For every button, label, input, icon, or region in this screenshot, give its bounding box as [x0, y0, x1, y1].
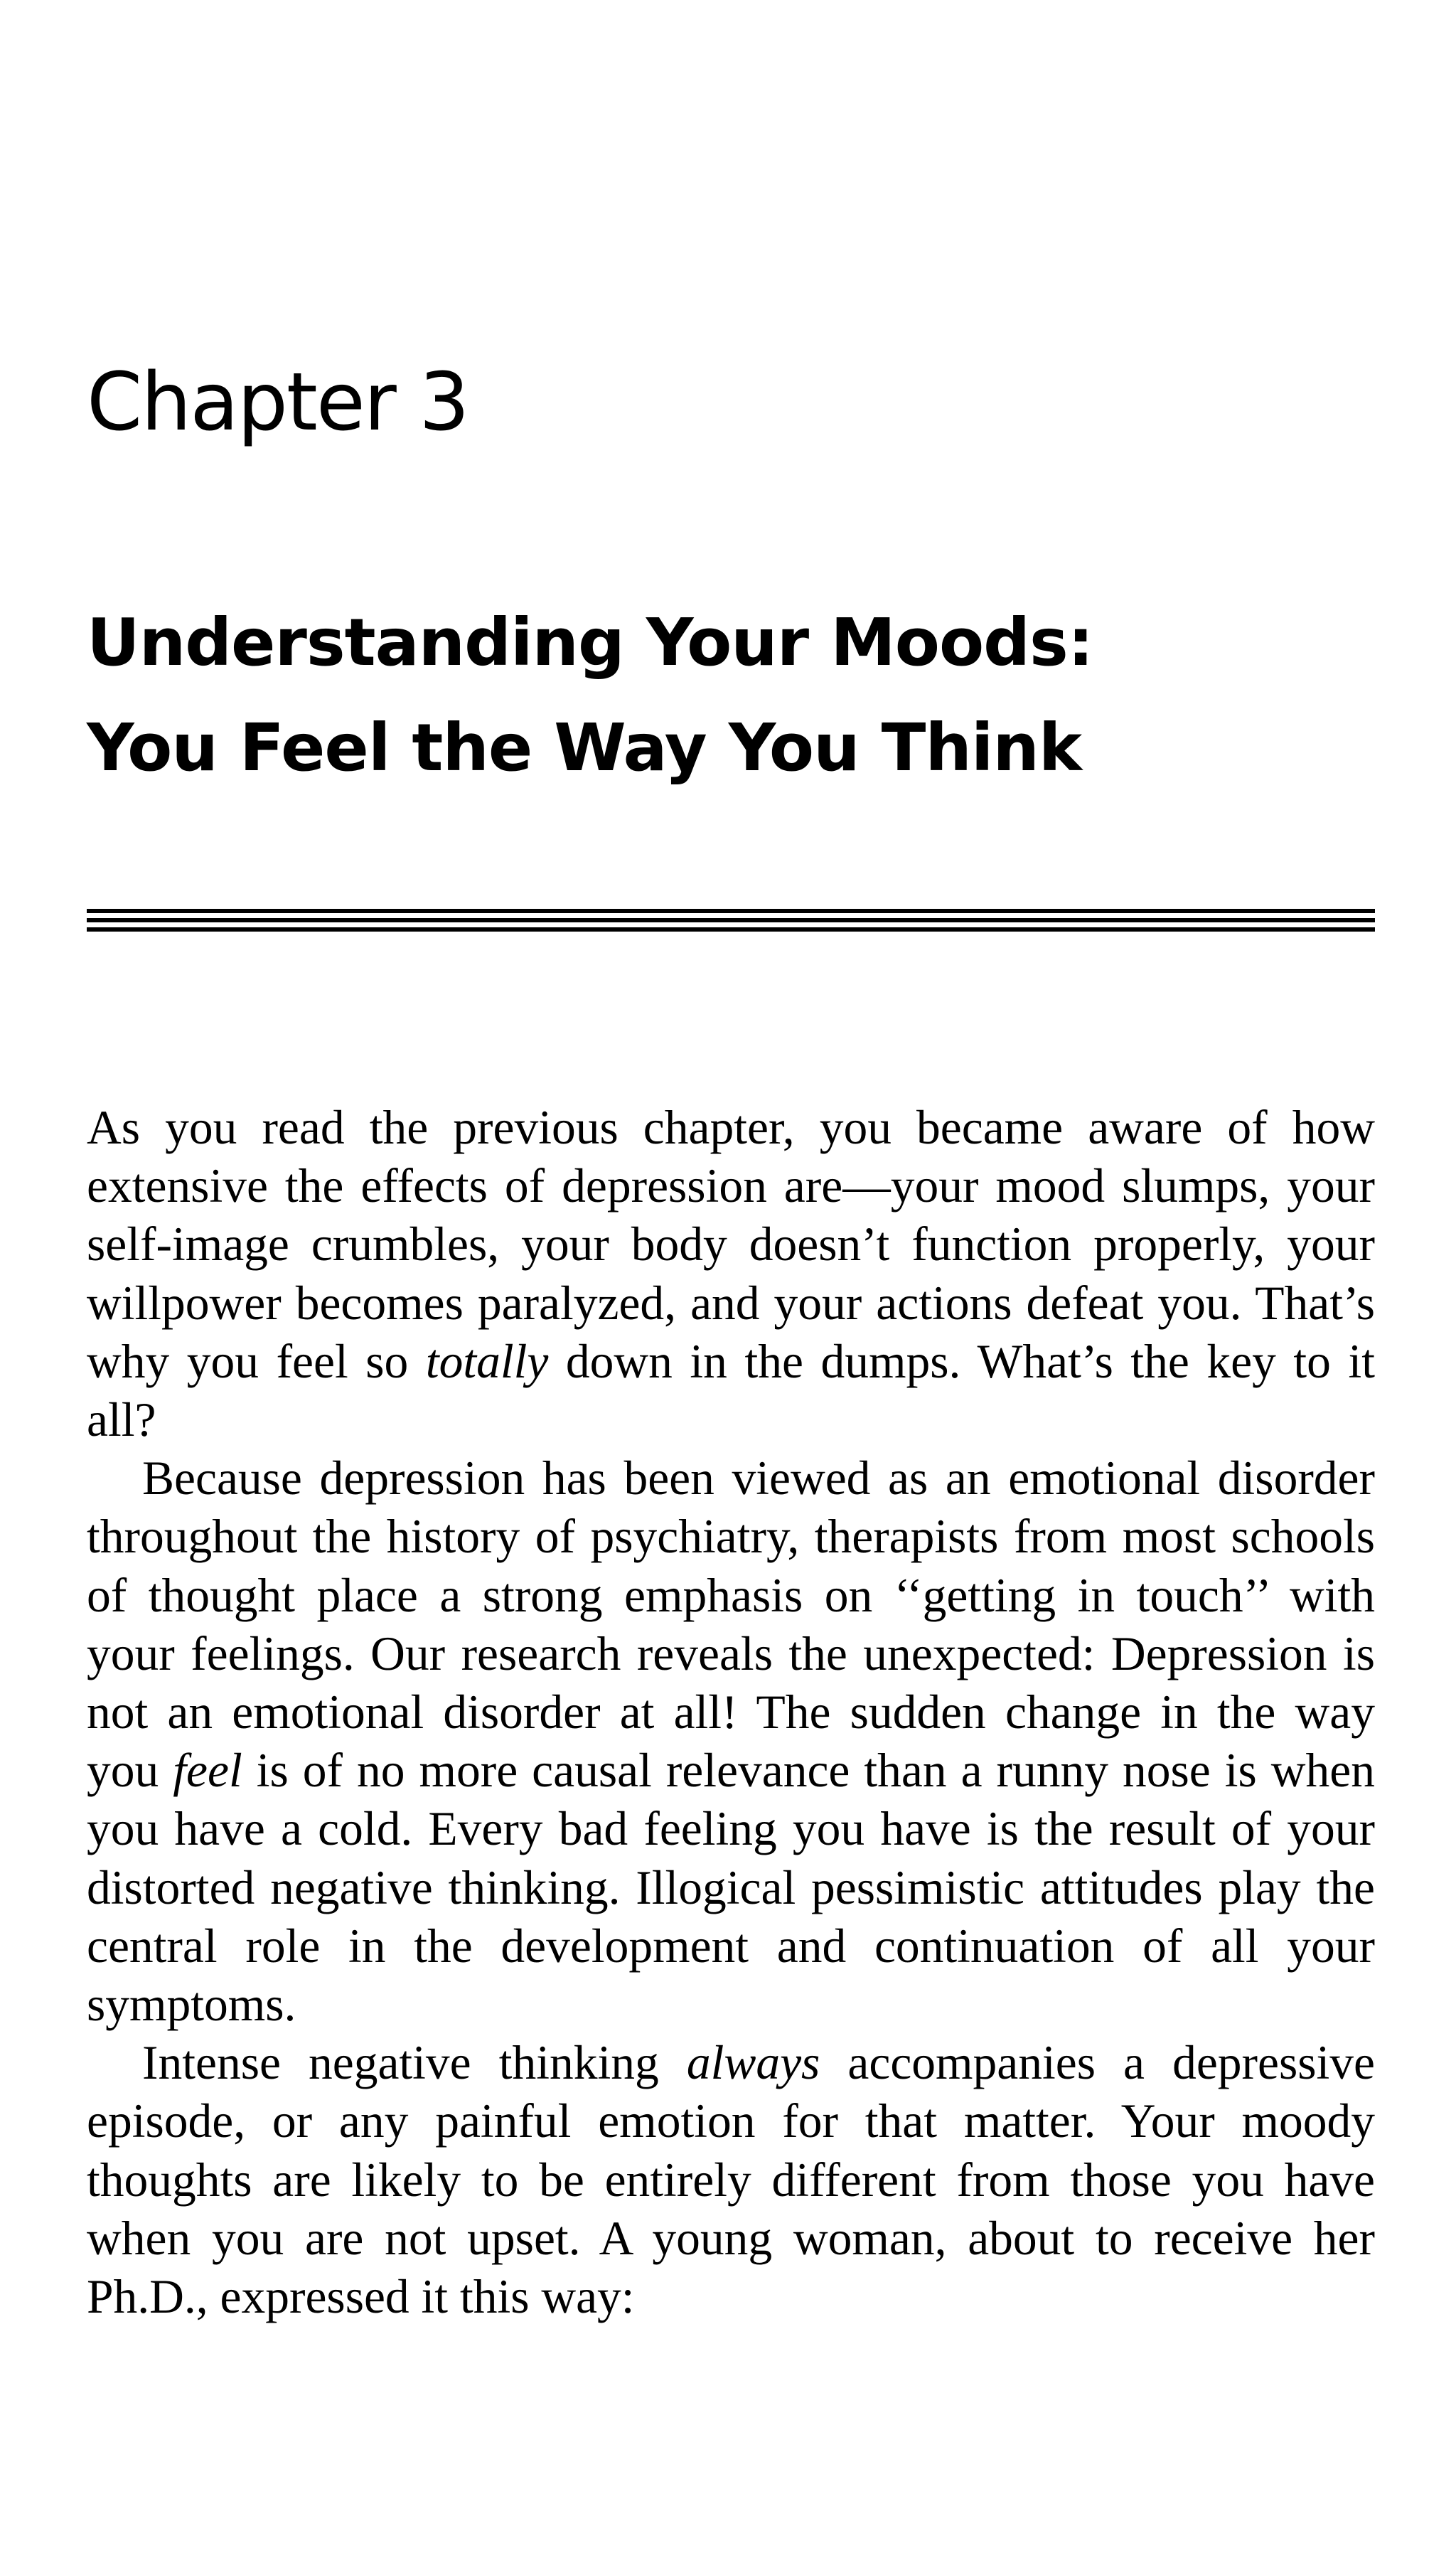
divider-line-bottom — [87, 927, 1375, 932]
paragraph-1-text-b: down in the dumps. What’s the key to it all? — [87, 1334, 1375, 1447]
chapter-title-line-2: You Feel the Way You Think — [87, 710, 1082, 786]
paragraph-1 — [87, 1099, 1375, 1449]
paragraph-1-emphasis: totally — [425, 1334, 549, 1388]
paragraph-2-text-b: is of no more causal relevance than a runny nose is when you have a cold. Every bad feeling you have is the result of your distorted negative thinking. Illogical pessimistic attitudes play the central role in the development and continuation of all your symptoms. — [87, 1744, 1376, 2032]
paragraph-3-text-b: accompanies a depressive episode, or any painful emotion for that matter. Your moody thoughts are likely to be entirely different from those you have when you are not upset. A young woman, about to receive her Ph.D., expressed it this way: — [87, 2036, 1375, 2324]
paragraph-2-text-a: Because depression has been viewed as an emotional disorder throughout the history of psychiatry, therapists from most schools of thought place a strong emphasis on ‘‘getting in touch’’ with your feelings. Our research reveals the unexpected: Depression is not an emotional disorder at all! The sudden change in the way you — [87, 1451, 1375, 1798]
chapter-title-line-1: Understanding Your Moods: — [87, 604, 1093, 681]
paragraph-1-text-a: As you read the previous chapter, you became aware of how extensive the effects of depression are—your mood slumps, your self-image crumbles, your body doesn’t function properly, your willpower becomes paralyzed, and your actions defeat you. That’s why you feel so — [87, 1101, 1375, 1388]
divider-line-middle — [87, 918, 1375, 922]
paragraph-3-text-a: Intense negative thinking — [142, 2036, 687, 2090]
paragraph-3-emphasis: always — [686, 2036, 820, 2090]
chapter-number: Chapter 3 — [87, 356, 469, 449]
title-divider — [87, 909, 1375, 937]
paragraph-2-emphasis: feel — [173, 1744, 242, 1798]
divider-line-top — [87, 909, 1375, 913]
chapter-title — [87, 590, 1375, 801]
chapter-body — [87, 1099, 1375, 2326]
paragraph-3 — [87, 2034, 1375, 2326]
paragraph-2 — [87, 1449, 1375, 2034]
